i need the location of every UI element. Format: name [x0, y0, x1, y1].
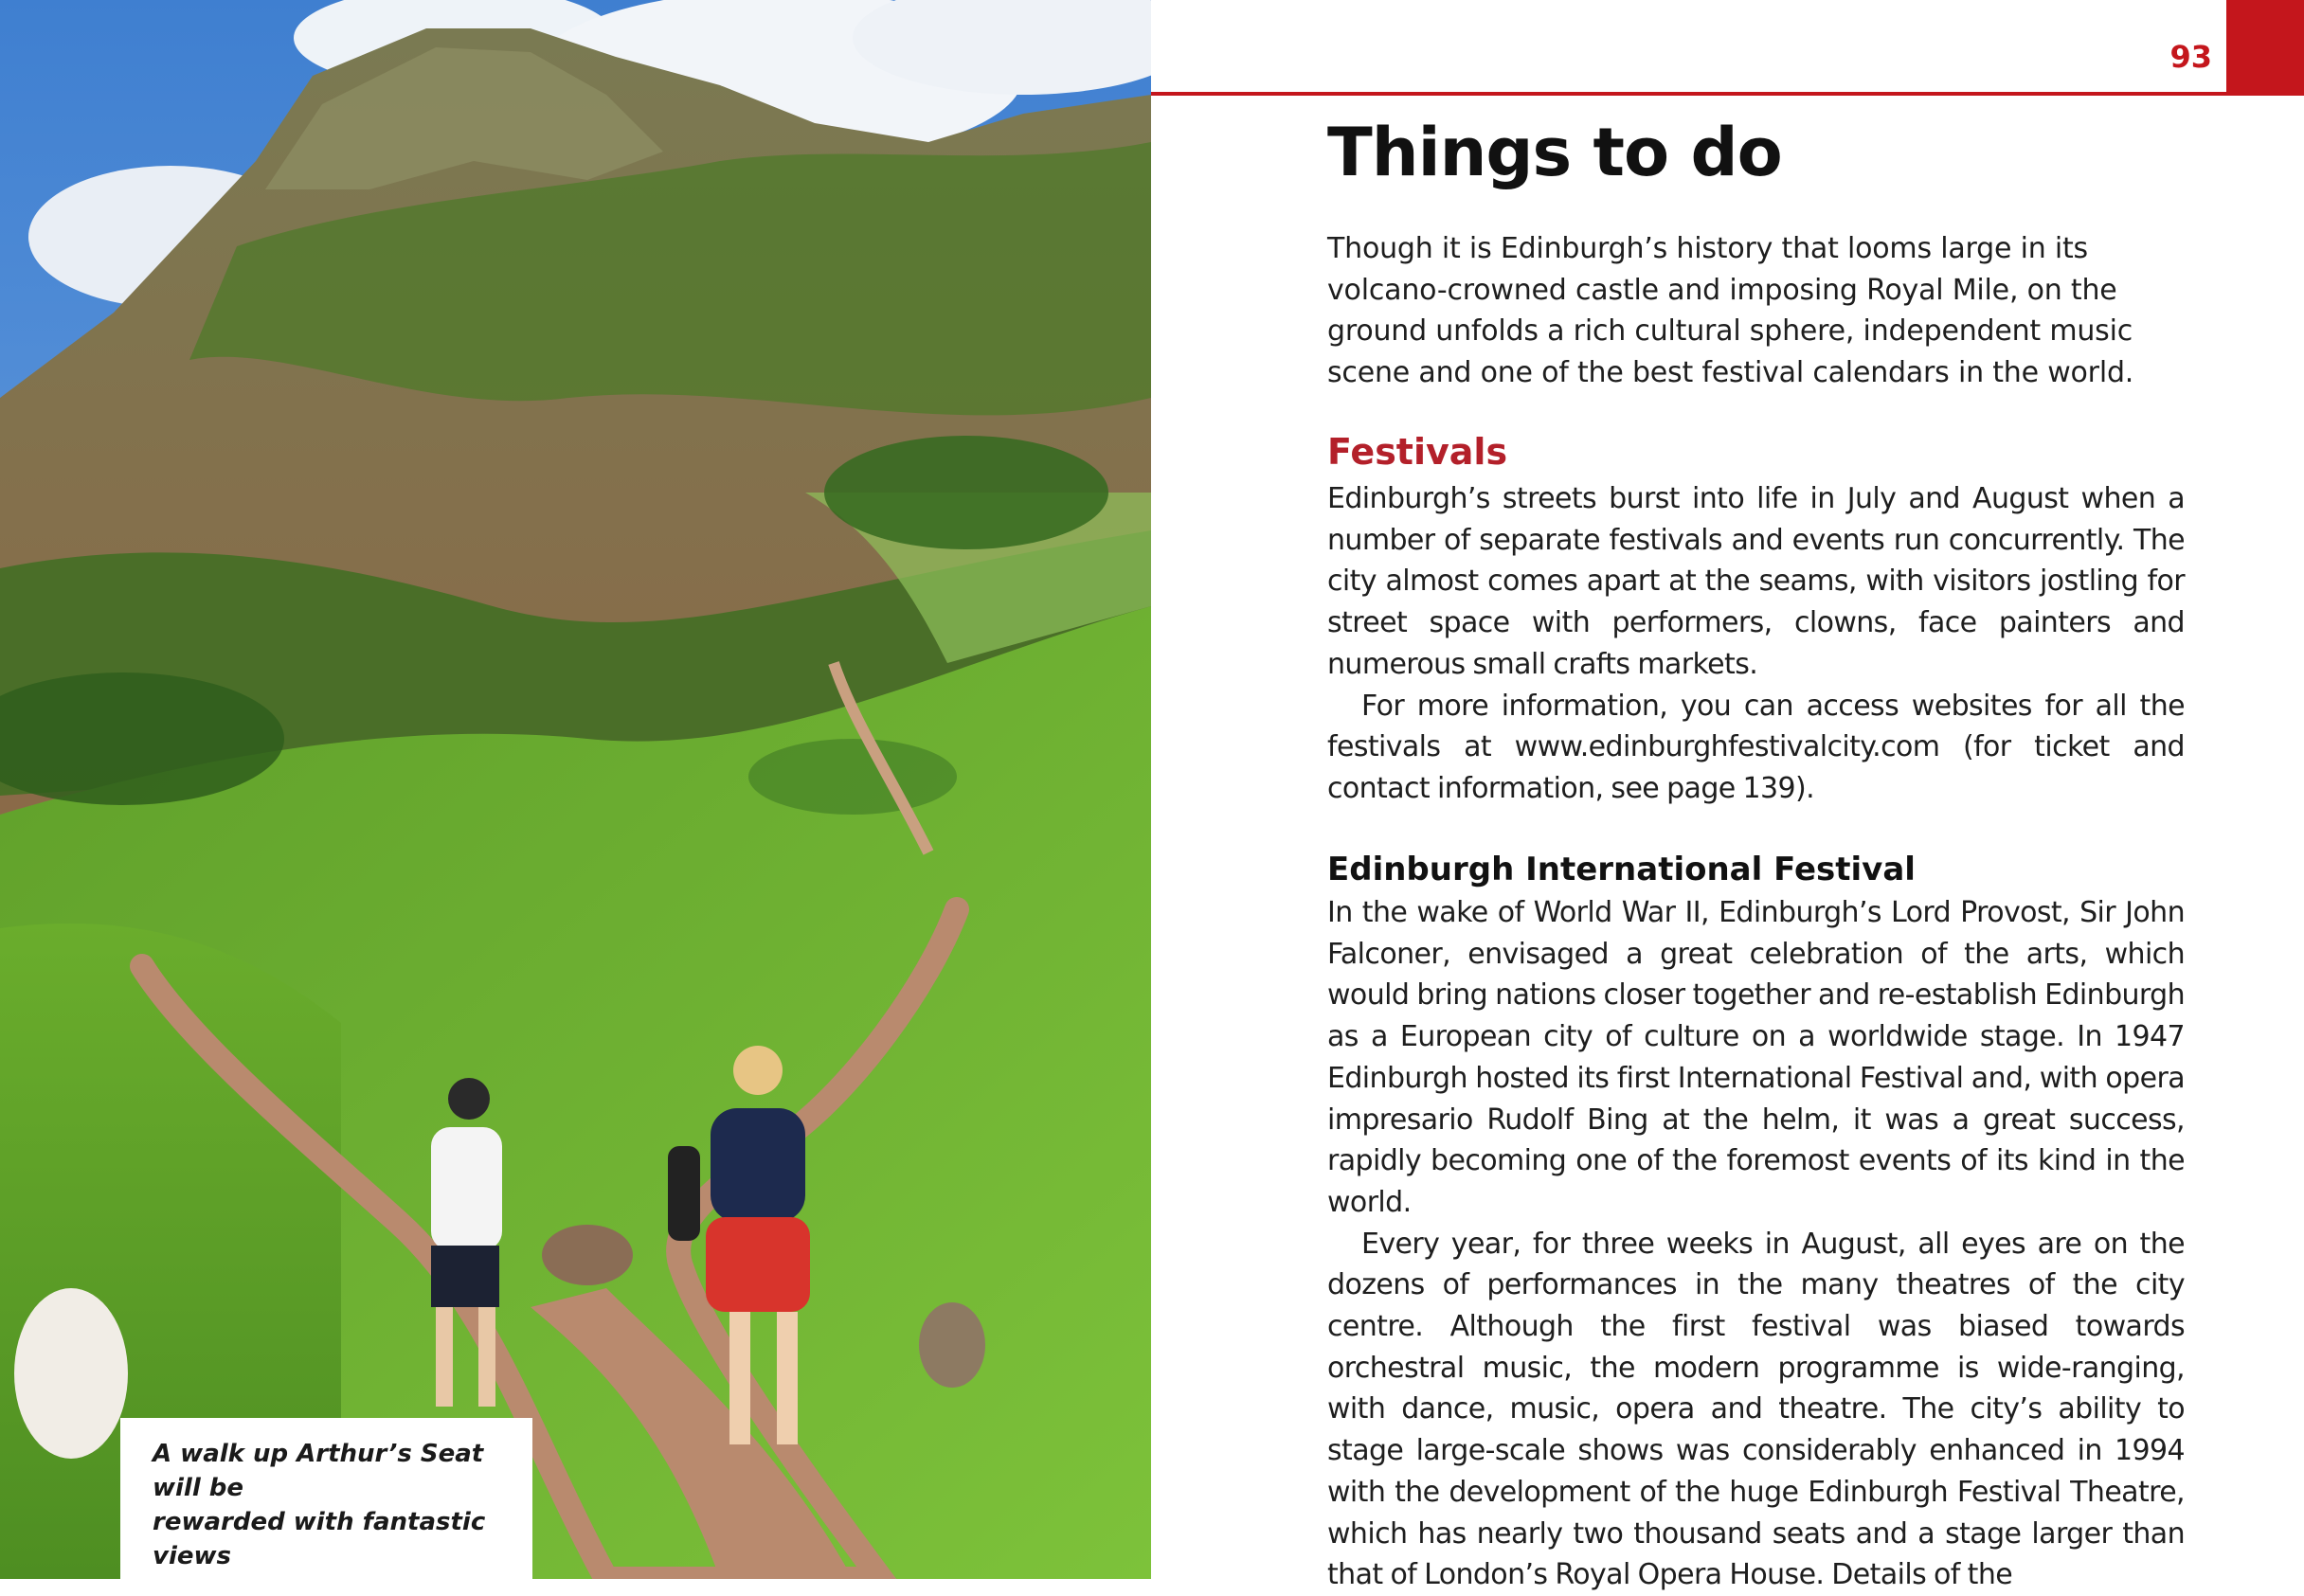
eif-paragraph-2: Every year, for three weeks in August, all eyes are on the dozens of performances in the many theatres of the city centre. Although the first festival was biased towards orchestral music, the modern programme is wide-ranging, with dance, music, opera and theatre. The city’s ability to stage large-scale shows was considerably enhanced in 1994 with the development of the huge Edinburgh Festival Theatre, which has nearly two thousand seats and a stage larger than that of London’s Royal Opera House. Details of the	[1327, 1227, 2185, 1592]
eif-heading: Edinburgh International Festival	[1327, 851, 1916, 888]
eif-paragraph-1: In the wake of World War II, Edinburgh’s Lord Provost, Sir John Falconer, envisaged a great celebration of the arts, which would bring nations closer together and re-establish Edinburgh as a European city of culture on a worldwide stage. In 1947 Edinburgh hosted its first International Festival and, with opera impresario Rudolf Bing at the helm, it was a great success, rapidly becoming one of the foremost events of its kind in the world.	[1327, 896, 2185, 1219]
caption-line-2: rewarded with fantastic views	[153, 1508, 486, 1570]
page-number: 93	[2169, 39, 2212, 75]
arthurs-seat-photo	[0, 0, 1151, 1579]
eif-text	[1327, 892, 2185, 1596]
intro-text	[1327, 228, 2185, 394]
intro-paragraph: Though it is Edinburgh’s history that looms large in its volcano-crowned castle and imposing Royal Mile, on the ground unfolds a rich cultural sphere, independent music scene and one of the best festival calendars in the world.	[1327, 232, 2134, 390]
festivals-paragraph-2: For more information, you can access websites for all the festivals at www.edinburghfestivalcity.com (for ticket and contact information, see page 139).	[1327, 689, 2185, 805]
festivals-paragraph-1: Edinburgh’s streets burst into life in July and August when a number of separate festivals and events run concurrently. The city almost comes apart at the seams, with visitors jostling for street space with performers, clowns, face painters and numerous small crafts markets.	[1327, 482, 2185, 681]
festivals-text	[1327, 478, 2185, 810]
caption-line-1: A walk up Arthur’s Seat will be	[153, 1440, 484, 1502]
photo-caption-box	[120, 1418, 532, 1579]
header-rule	[1151, 92, 2304, 96]
chapter-tab	[2226, 0, 2304, 95]
festivals-heading: Festivals	[1327, 431, 1508, 473]
page-title: Things to do	[1327, 114, 1782, 191]
photo-caption	[153, 1437, 522, 1573]
